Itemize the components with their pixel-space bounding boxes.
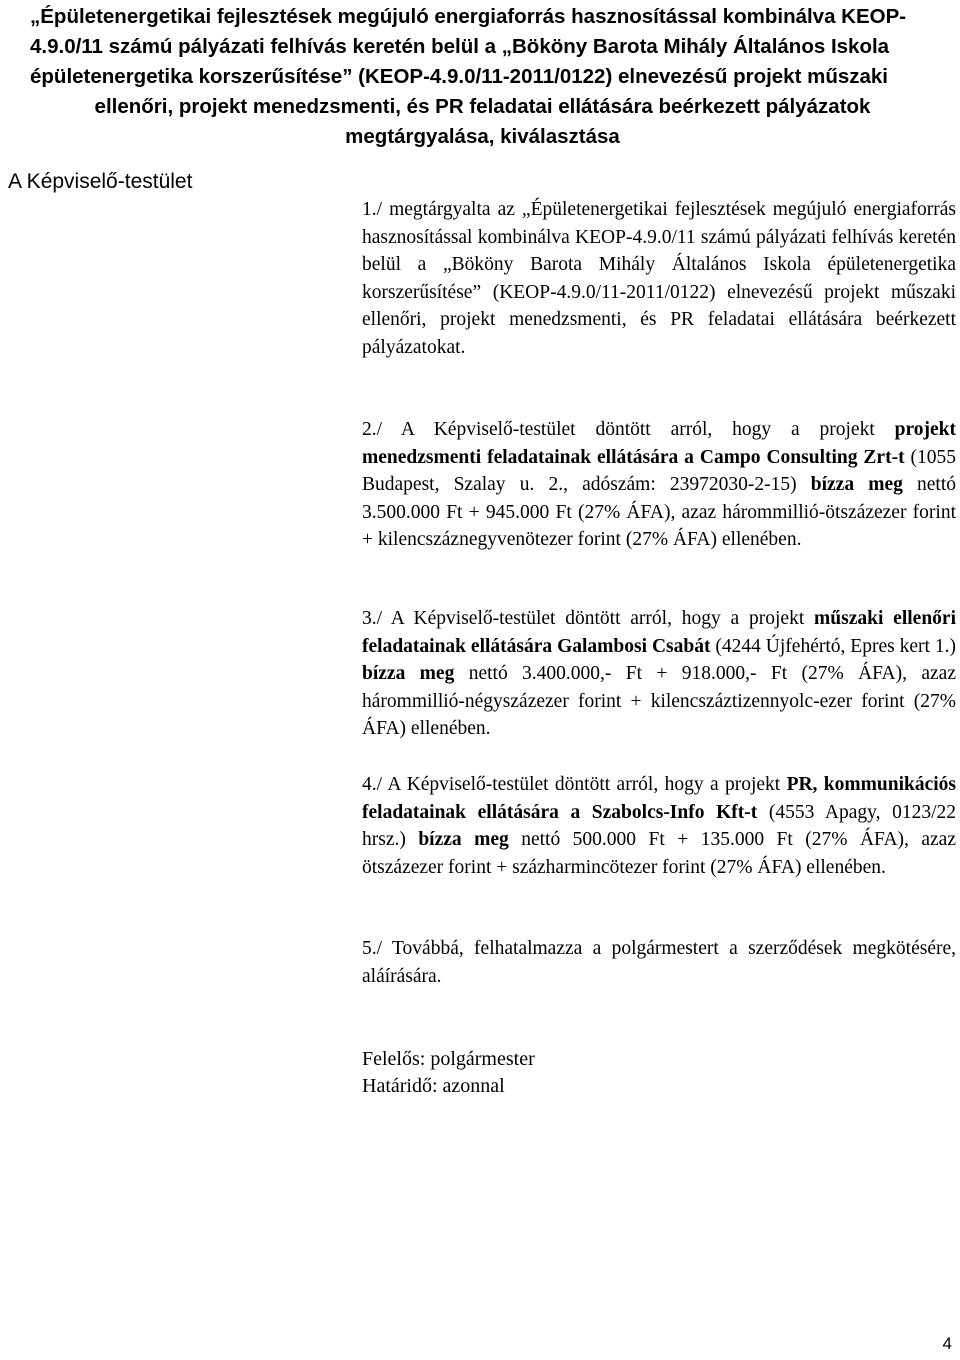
page-number: 4 <box>942 1334 952 1353</box>
body-label: A Képviselő-testület <box>8 170 193 193</box>
deadline: Határidő: azonnal <box>362 1075 505 1097</box>
decision-1: 1./ megtárgyalta az „Épületenergetikai fejlesztések megújuló energiaforrás hasznosítással kombinálva KEOP-4.9.0/11 számú pályázati felhívás keretén belül a „Bököny Barota Mihály Általános Iskola épületenergetika korszerűsítése” (KEOP-4.9.0/11-2011/0122) elnevezésű projekt műszaki ellenőri, projekt menedzsmenti, és PR feladatai ellátására beérkezett pályázatokat. <box>362 199 956 358</box>
decision-4-entrust: bízza meg <box>418 829 509 850</box>
title-line-1: „Épületenergetikai fejlesztések megújuló energiaforrás hasznosítással kombinálva KEOP- <box>30 5 907 28</box>
decision-2-details: (1055 Budapest, Szalay u. 2., adószám: 23972030-2-15) <box>362 446 957 495</box>
decision-5: 5./ Továbbá, felhatalmazza a polgármestert a szerződések megkötésére, aláírására. <box>362 938 956 987</box>
title-line-4: ellenőri, projekt menedzsmenti, és PR feladatai ellátására beérkezett pályázatok <box>94 95 871 118</box>
decision-3-entrust: bízza meg <box>362 663 455 684</box>
decision-3 <box>362 605 956 743</box>
responsible-person: Felelős: polgármester <box>362 1048 535 1070</box>
decision-2 <box>362 416 956 554</box>
decision-4-intro: 4./ A Képviselő-testület döntött arról, hogy a projekt <box>362 774 787 795</box>
title-line-2: 4.9.0/11 számú pályázati felhívás keretén belül a „Bököny Barota Mihály Általános Iskola <box>30 35 890 58</box>
decision-4-fee: nettó 500.000 Ft + 135.000 Ft (27% ÁFA), azaz ötszázezer forint + százharmincötezer forint (27% ÁFA) ellenében. <box>362 829 956 878</box>
title-line-3: épületenergetika korszerűsítése” (KEOP-4.9.0/11-2011/0122) elnevezésű projekt műszaki <box>30 65 889 88</box>
responsibility-block <box>362 1046 535 1100</box>
decision-4-details: (4553 Apagy, 0123/22 hrsz.) <box>362 801 957 850</box>
decision-2-fee: nettó 3.500.000 Ft + 945.000 Ft (27% ÁFA), azaz hárommillió-ötszázezer forint + kilencszáznegyvenötezer forint (27% ÁFA) ellenében. <box>362 474 956 550</box>
decision-3-intro: 3./ A Képviselő-testület döntött arról, hogy a projekt <box>362 608 815 629</box>
title-line-5: megtárgyalása, kiválasztása <box>345 125 620 148</box>
decision-2-contractor: projekt menedzsmenti feladatainak ellátására a Campo Consulting Zrt-t <box>362 419 956 468</box>
decision-3-contractor: műszaki ellenőri feladatainak ellátására Galambosi Csabát <box>362 608 956 657</box>
decision-2-entrust: bízza meg <box>810 474 903 495</box>
decision-3-details: (4244 Újfehértó, Epres kert 1.) <box>710 635 956 657</box>
decision-2-intro: 2./ A Képviselő-testület döntött arról, hogy a projekt <box>362 419 895 440</box>
decision-4-contractor: PR, kommunikációs feladatainak ellátására a Szabolcs-Info Kft-t <box>362 774 956 823</box>
document-title <box>30 2 935 152</box>
decision-3-fee: nettó 3.400.000,- Ft + 918.000,- Ft (27% ÁFA), azaz hárommillió-négyszázezer forint + kilencszáztizennyolc-ezer forint (27% ÁFA) ellenében. <box>362 663 956 739</box>
decision-4 <box>362 771 956 881</box>
